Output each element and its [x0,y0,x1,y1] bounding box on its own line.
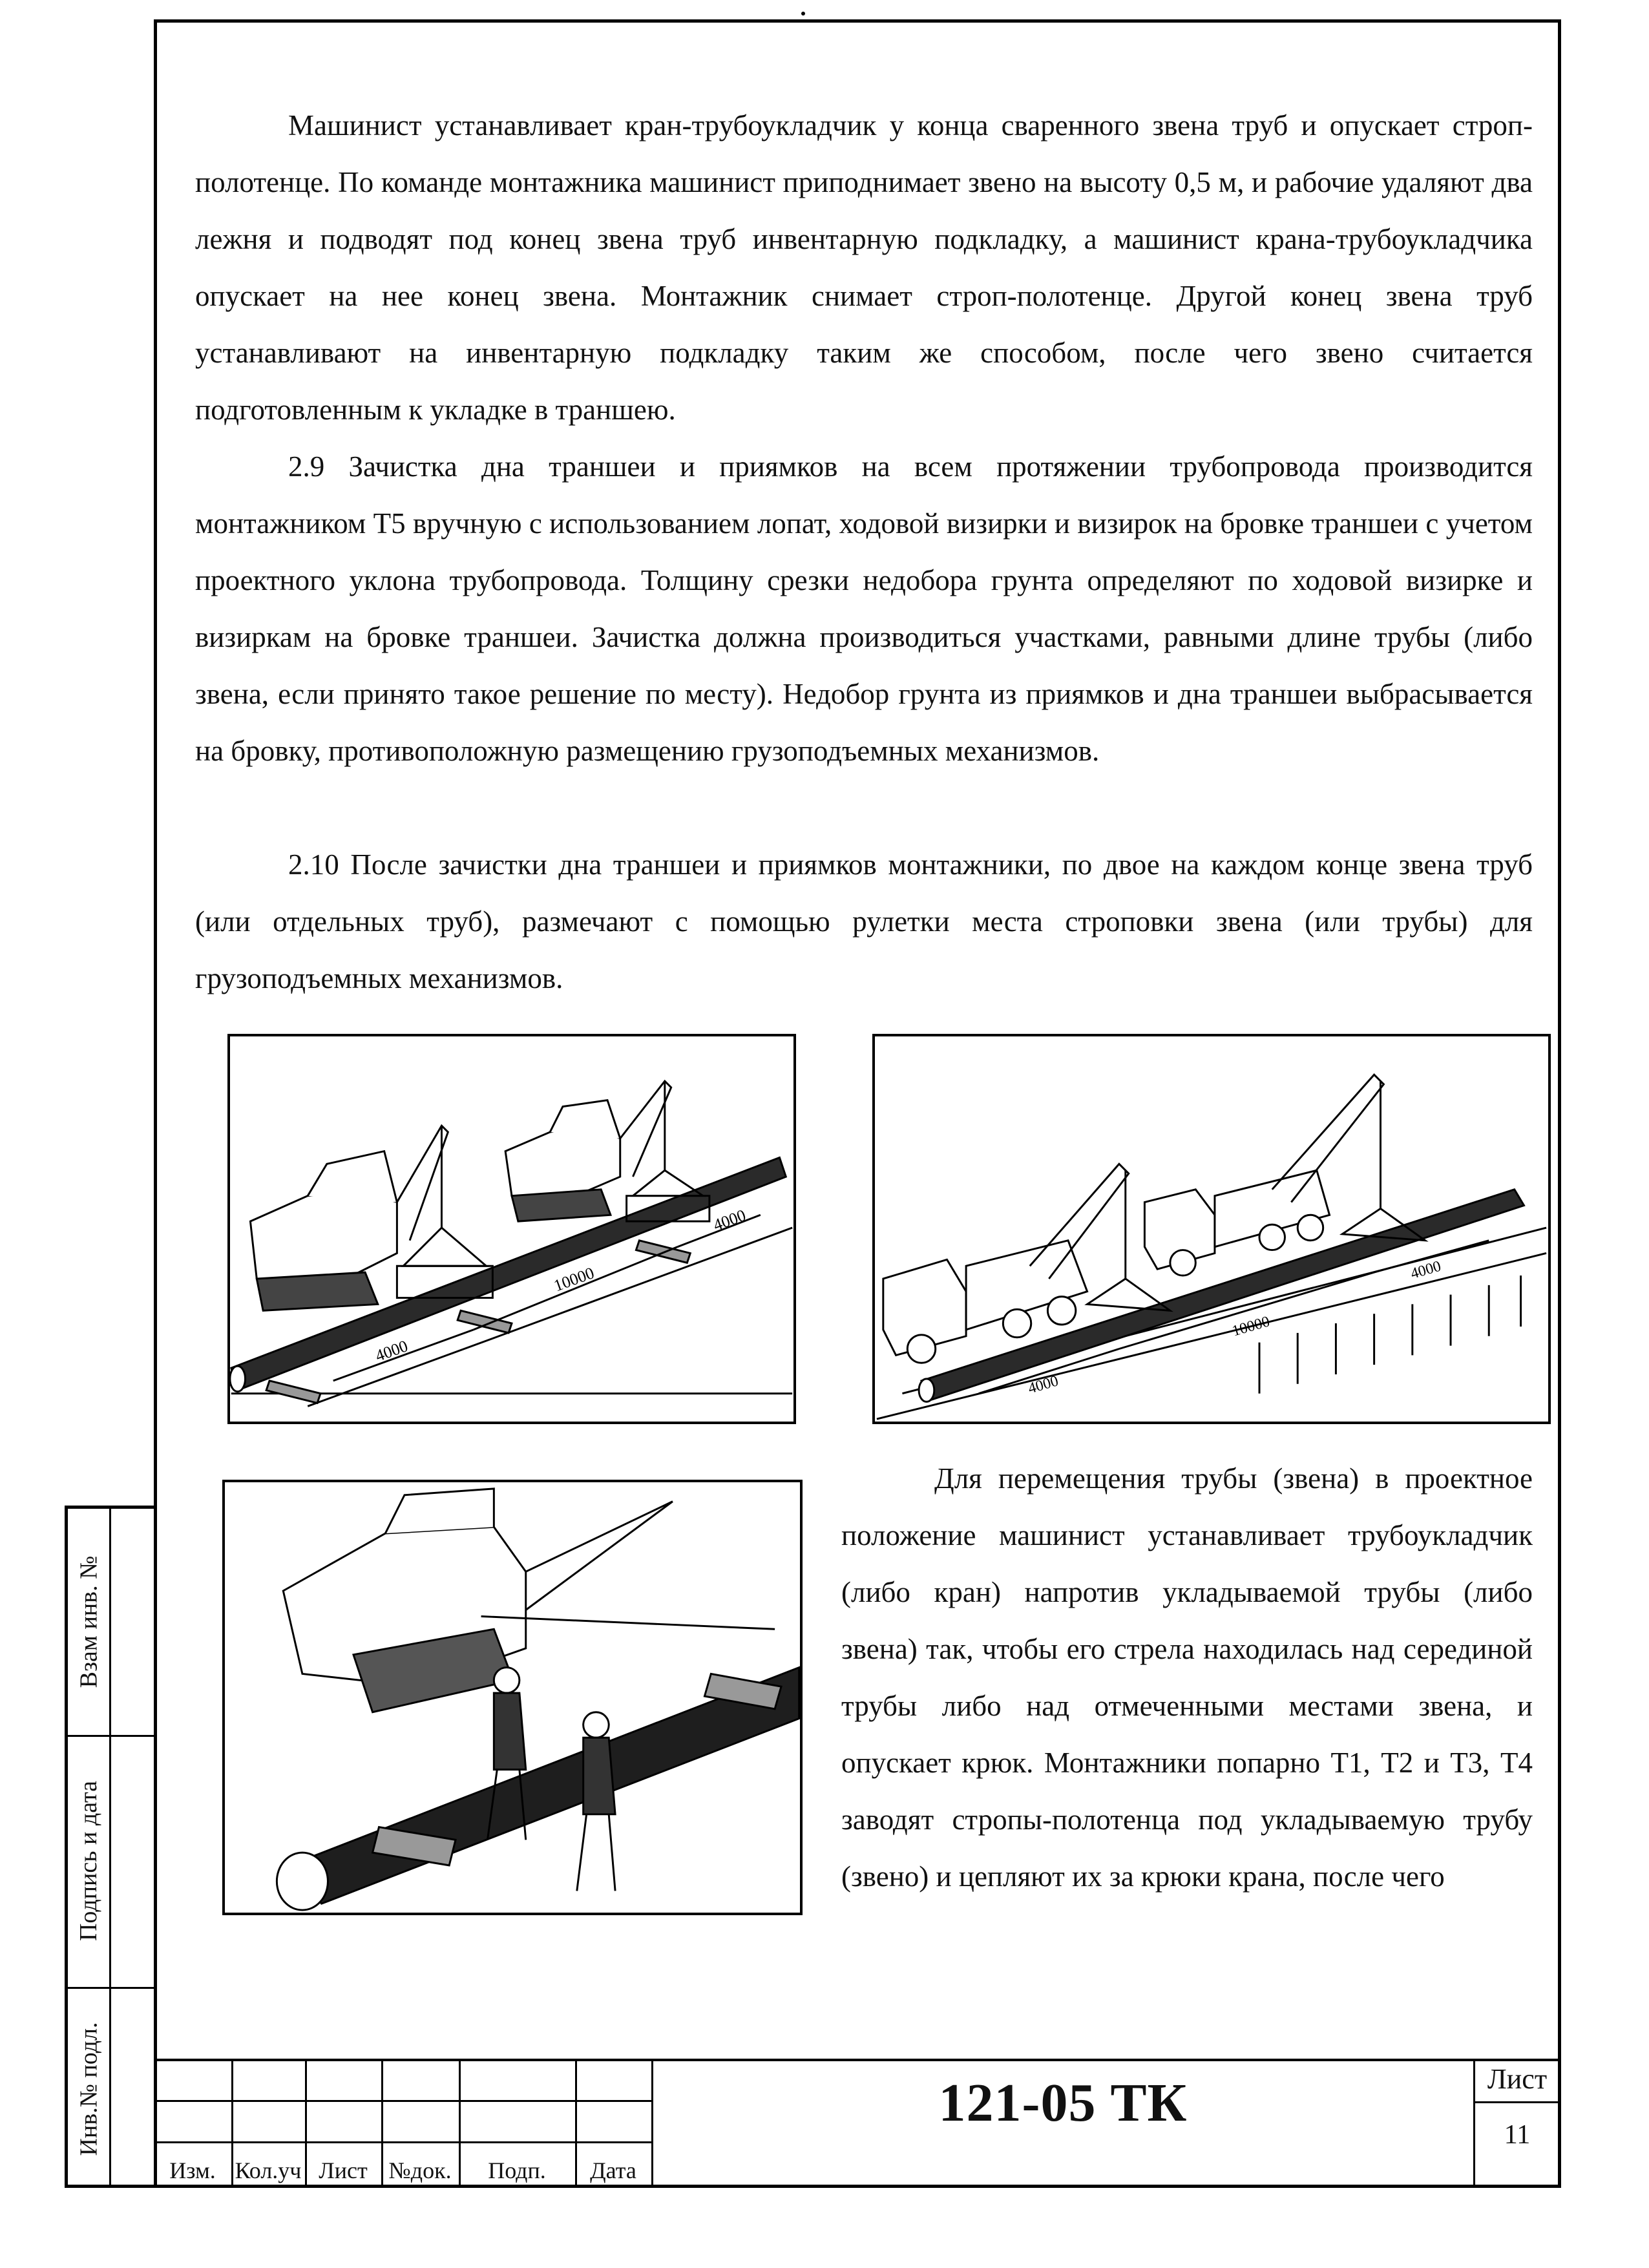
stamp-col-kol: Кол.уч [235,2158,302,2183]
figure-truck-cranes [872,1034,1551,1424]
title-block-sheet-line [1473,2101,1561,2103]
paragraph-2: 2.9 Зачистка дна траншеи и приямков на всем протяжении трубопровода производится монтажником Т5 вручную с использованием лопат, ходовой визирки и визирок на бровке траншеи с учетом проектного уклона трубопровода. Толщину срезки недобора грунта определяют по ходовой визирке и визиркам на бровке траншеи. Зачистка должна производиться участками, равными длине трубы (либо звена, если принято такое решение по месту). Недобор грунта из приямков и дна траншеи выбрасывается на бровку, противоположную размещению грузоподъемных механизмов. [195,450,1533,767]
sheet-label: Лист [1487,2063,1548,2095]
side-label-inv: Инв.№ подл. [75,2022,103,2156]
title-block-top-line [154,2059,1561,2061]
stamp-col-ndok: №док. [388,2158,452,2183]
side-label-vzam: Взам инв. № [75,1555,103,1688]
truck-cranes-illustration [875,1036,1548,1422]
pipelayers-illustration [230,1036,793,1422]
dim-label-4000-right: 4000 [1409,1257,1443,1283]
workers-slinging-illustration [225,1482,800,1913]
stamp-col-data: Дата [590,2158,636,2183]
sheet-number: 11 [1504,2120,1531,2150]
dim-label-10000: 10000 [551,1263,597,1296]
stamp-col-izm: Изм. [169,2158,216,2183]
side-stamp [65,1506,154,2188]
paragraph-3: 2.10 После зачистки дна траншеи и приямков монтажники, по двое на каждом конце звена труб (или отдельных труб), размечают с помощью рулетки места строповки звена (или трубы) для грузоподъемных механизмов. [195,848,1533,994]
dim-label-4000-right: 4000 [710,1205,749,1235]
stamp-col-list: Лист [319,2158,368,2183]
dim-label-4000-left: 4000 [372,1336,411,1365]
side-label-podpis: Подпись и дата [75,1780,103,1942]
document-code: 121-05 ТК [938,2073,1188,2133]
dim-label-4000-left: 4000 [1026,1372,1060,1398]
paragraph-4: Для перемещения трубы (звена) в проектное положение машинист устанавливает трубоукладчик (либо кран) напротив укладываемой трубы (либо звена) так, чтобы его стрела находилась над серединой трубы либо над отмеченными местами звена, и опускает крюк. Монтажники попарно Т1, Т2 и Т3, Т4 заводят стропы-полотенца под укладываемую трубу (звено) и цепляют их за крюки крана, после чего [841,1462,1533,1893]
dim-label-10000: 10000 [1230,1313,1272,1340]
figure-workers-slinging [222,1480,803,1915]
scan-dot [801,12,805,16]
figure-pipelayers [227,1034,796,1424]
stamp-col-podp: Подп. [488,2158,546,2183]
paragraph-1: Машинист устанавливает кран-трубоукладчик у конца сваренного звена труб и опускает строп-полотенце. По команде монтажника машинист приподнимает звено на высоту 0,5 м, и рабочие удаляют два лежня и подводят под конец звена труб инвентарную подкладку, а машинист крана-трубоукладчика опускает на нее конец звена. Монтажник снимает строп-полотенце. Другой конец звена труб устанавливают на инвентарную подкладку таким же способом, после чего звено считается подготовленным к укладке в траншею. [195,109,1533,426]
